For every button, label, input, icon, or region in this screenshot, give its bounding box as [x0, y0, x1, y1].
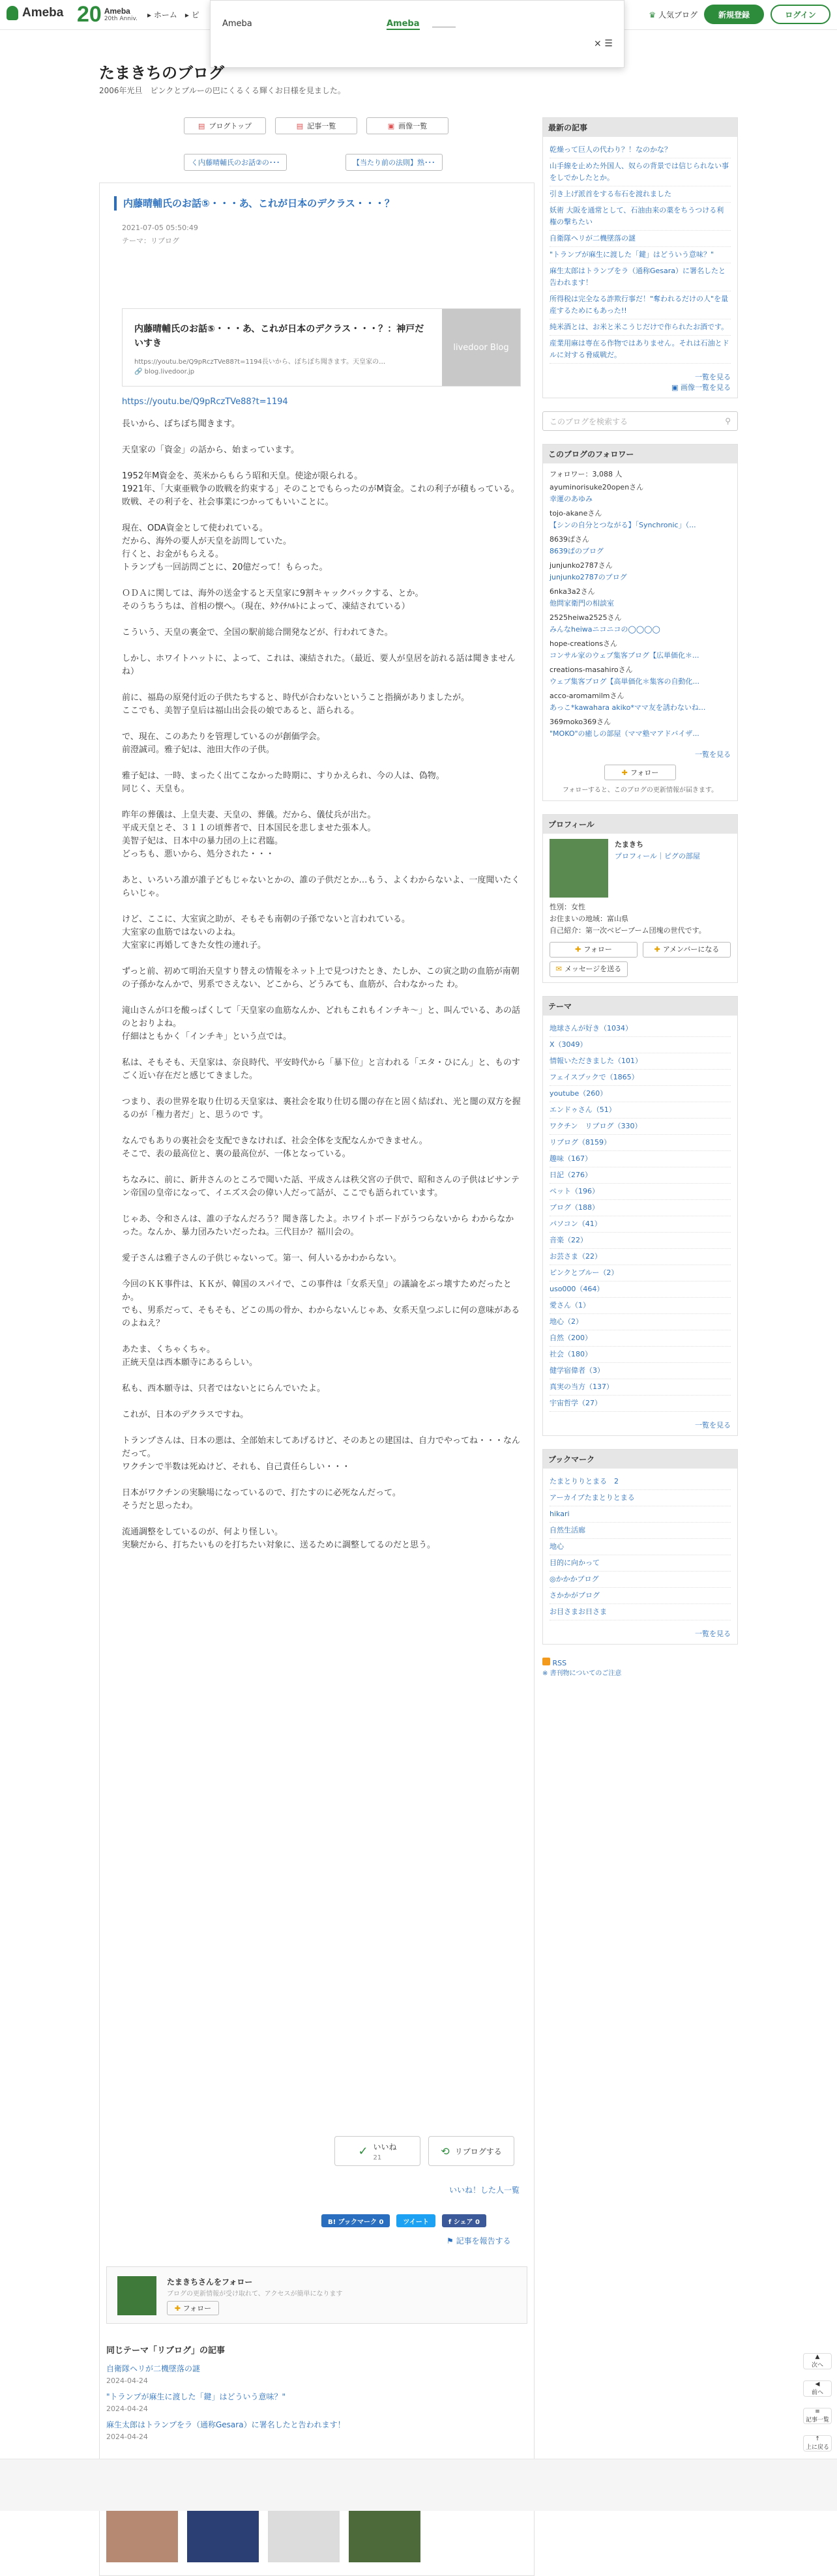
article-paragraph: 1952年M資金を、英米からもらう昭和天皇。使途が限られる。 1921年、「大東亜戦争の敗戦を約束する」そのことでもらったのがM資金。これの利子が積もっている。 敗戦、その利子を、社会事業につかってもいいことに。 [122, 471, 520, 507]
theme-item[interactable]: 宇宙哲学（27） [550, 1396, 731, 1412]
theme-item[interactable]: ワクチン リブログ（330） [550, 1119, 731, 1135]
follower-name[interactable]: tojo-akaneさん [550, 509, 602, 518]
latest-entry[interactable]: 乾燥って巨人の代わり？！なのかな？ [550, 142, 731, 158]
follower-blog[interactable]: みんなheiwaニコニコの◯◯◯◯ [550, 625, 660, 634]
article-paragraph: 流通調整をしているのが、何より怪しい。 実験だから、打ちたいものを打ちたい対象に、送るために調整してるのだと思う。 [122, 1527, 436, 1550]
article-paragraph: 昨年の葬儀は、上皇夫妻、天皇の、葬儀。だから、儀仗兵が出た。 平成天皇とそ、３１１の頃葬者で、日本国民を悲しませた張本人。 美智子妃は、日本中の暴力団の上に君臨。 どっちも、悪いから、処分された・・・ [122, 810, 376, 859]
theme-item[interactable]: エンドゥさん（51） [550, 1102, 731, 1119]
bookmark-item[interactable]: 目的に向かって [550, 1555, 731, 1572]
like-button[interactable]: ✓ いいね 21 [334, 2136, 420, 2166]
mail-icon: ✉ [555, 965, 562, 973]
sidebar-follow-button[interactable]: ✚ フォロー [604, 765, 676, 780]
follower-blog[interactable]: 【シンの自分とつながる】「Synchronic」（... [550, 521, 696, 529]
theme-item[interactable]: uso000（464） [550, 1281, 731, 1298]
profile-heading: プロフィール [543, 815, 737, 834]
list-icon: ≡ [815, 2408, 820, 2415]
same-theme-item [106, 2363, 345, 2387]
profile-avatar[interactable] [550, 839, 608, 898]
author-avatar[interactable] [117, 2276, 156, 2315]
follower-name[interactable]: 369moko369さん [550, 718, 611, 726]
theme-item[interactable]: youtube（260） [550, 1086, 731, 1102]
article-paragraph: ＯＤＡに関しては、海外の送金すると天皇家に9割キャックバックする、とか。 そのうちうちは、首相の懐へ。（現在、ﾀｸｲﾁﾊﾙﾄによって、凍結されている） [122, 589, 424, 611]
blog-title[interactable]: たまきちのブログ [99, 64, 224, 82]
close-icon[interactable]: × [594, 38, 602, 49]
follower-item [550, 559, 731, 585]
blog-description: 2006年光旦 ピンクとブルーの巴にくるくる輝くお日様を見ました。 [99, 86, 345, 95]
fab-prev[interactable]: ◀ 前へ [803, 2380, 832, 2397]
article-paragraph: けど、ここに、大室寅之助が、そもそも南朝の子孫でないと言われている。 大室家の血筋ではないのよね。 大室家に再婚してきた女性の連れ子。 [122, 915, 411, 950]
rss-area [542, 1658, 738, 1677]
image-icon: ▣ [387, 121, 395, 130]
link-card-image: livedoor Blog [442, 309, 520, 386]
plus-icon: ✚ [174, 2304, 181, 2313]
same-theme-item [106, 2391, 345, 2415]
link-icon: 🔗 [134, 368, 143, 375]
top-nav [147, 9, 199, 20]
follower-name[interactable]: creations-masahiroさん [550, 666, 633, 674]
latest-more: 一覧を見る ▣ 画像一覧を見る [671, 373, 731, 392]
follower-blog[interactable]: あっこ*kawahara akiko*ママ友を誘わないね... [550, 703, 706, 712]
article-paragraph: で、現在、このあたりを管理しているのが創価学会。 前澄誠司。雅子妃は、池田大作の子供。 [122, 732, 325, 755]
article-paragraph: 現在、ODA資金として使われている。 だから、海外の要人が天皇を訪問していた。 行くと、お金がもらえる。 トランプも一回訪問ごとに、20億だって！もらった。 [122, 523, 328, 572]
theme-item[interactable]: ペット（196） [550, 1184, 731, 1200]
follow-box-title: たまきちさんをフォロー [167, 2277, 253, 2287]
footer [0, 2459, 837, 2511]
amember-button[interactable]: ✚ アメンバーになる [643, 942, 731, 958]
article-paragraph: 私は、そもそも、天皇家は、奈良時代、平安時代から「暴下位」と言われる「エタ・ひにん」と、ものすごく近い存在だと感じてきました。 [122, 1058, 521, 1081]
follow-note: フォローすると、このブログの更新情報が届きます。 [562, 787, 718, 794]
anniversary-badge[interactable]: 20 Ameba 20th Anniv. [77, 2, 138, 27]
blog-top-button[interactable]: ▤ ブログトップ [184, 117, 266, 134]
follower-blog[interactable]: "MOKO"の癒しの部屋（ママ塾マアドバイザ... [550, 729, 699, 738]
same-theme-date: 2024-04-24 [106, 2377, 148, 2385]
article-paragraph: つまり、表の世界を取り仕切る天皇家は、裏社会を取り仕切る闇の存在と固く結ばれ、光と闇の双方を握るのが「権力者だ」と、思うので す。 [122, 1097, 521, 1120]
article-date: 2021-07-05 05:50:49 [122, 224, 198, 232]
latest-entry[interactable]: 所得税は完全なる詐欺行事だ！"奪われるだけの人"を量産するためにもあった!! [550, 291, 731, 319]
theme-item[interactable]: 愛さん（1） [550, 1298, 731, 1314]
theme-item[interactable]: お芸さま（22） [550, 1249, 731, 1265]
latest-entry[interactable]: 産業用麻は専在る作物ではありません。それは石油とドルに対する脅威戦だ。 [550, 336, 731, 364]
article-paragraph: ずっと前、初めて明治天皇すり替えの情報をネット上で見つけたとき、たしか、この寅之助の血筋が南朝の子孫かなんかで、男系でさえない、どこから、どうみても、血筋が、合わなかった わ。 [122, 967, 520, 989]
follower-blog[interactable]: 8639ぱのブログ [550, 547, 604, 555]
follower-blog[interactable]: 他問家衛門の相談室 [550, 599, 614, 607]
follow-box-button[interactable]: ✚ フォロー [167, 2301, 219, 2315]
blog-search-input[interactable]: このブログを検索する ⚲ [542, 411, 738, 431]
entries-button[interactable]: ▤ 記事一覧 [275, 117, 357, 134]
theme-item[interactable]: 情報いただきました（101） [550, 1053, 731, 1070]
message-button[interactable]: ✉ メッセージを送る [550, 961, 628, 977]
follower-blog[interactable]: ウェブ集客ブログ【高単価化＊集客の自動化... [550, 677, 700, 686]
triangle-up-icon: ▲ [815, 2354, 820, 2360]
recent-image-thumb[interactable] [106, 2504, 178, 2562]
youtube-link[interactable]: https://youtu.be/Q9pRczTVe88?t=1194 [122, 397, 288, 407]
theme-item[interactable]: パソコン（41） [550, 1216, 731, 1233]
follower-item [550, 611, 731, 637]
nav-extra-link[interactable]: ▸ ピ [184, 10, 199, 20]
bookmark-item[interactable]: hikari [550, 1506, 731, 1523]
profile-gender: 性別：女性 [550, 903, 585, 911]
bookmark-more[interactable]: 一覧を見る [695, 1630, 731, 1638]
fab-list[interactable]: ≡ 記事一覧 [803, 2408, 832, 2424]
follower-name[interactable]: 6nka3a2さん [550, 587, 595, 596]
article-paragraph: しかし、ホワイトハットに、よって、これは、凍結された。（最近、要人が皇居を訪れる話は聞きませんね） [122, 654, 516, 677]
article-paragraph: 日本がワクチンの実験場になっているので、打たすのに必死なんだって。 そうだと思ったわ。 [122, 1488, 401, 1511]
bookmark-item[interactable]: たまとりりとまる 2 [550, 1474, 731, 1490]
dropdown-tab-ameba[interactable]: Ameba [222, 19, 252, 29]
article-paragraph: 滝山さんが口を酸っぱくして「天皇家の血筋なんか、どれもこれもインチキ～」と、叫んでいる、あの話のとおりよね。 仔細はともかく「インチキ」という点では。 [122, 1006, 521, 1042]
theme-item[interactable]: 趣味（167） [550, 1151, 731, 1167]
follower-name[interactable]: ayuminorisuke20openさん [550, 483, 644, 491]
dropdown-panel [210, 0, 624, 68]
article-theme[interactable]: テーマ：リブログ [122, 237, 179, 245]
follower-item [550, 533, 731, 559]
menu-icon[interactable]: ☰ [604, 38, 613, 49]
latest-entry[interactable]: 山手線を止めた外国人、奴らの背景では信じられない事をしでかしたとか。 [550, 158, 731, 186]
theme-item[interactable]: リブログ（8159） [550, 1135, 731, 1151]
theme-list [543, 1016, 737, 1417]
follower-item [550, 663, 731, 689]
follower-name[interactable]: acco-aromamilmさん [550, 692, 624, 700]
profile-intro: 自己紹介：第一次ベビーブーム団塊の世代です。 [550, 926, 706, 935]
link-card-title: 内藤晴輔氏のお話⑤・・・あ、これが日本のデクラス・・・？：神戸だいすき [134, 324, 424, 349]
latest-entries-box [542, 117, 738, 398]
theme-box [542, 996, 738, 1436]
follower-item [550, 480, 731, 506]
latest-entry[interactable]: "トランプが麻生に渡した「鍵」はどういう意味？" [550, 247, 731, 263]
arrow-up-icon: ↑ [815, 2436, 820, 2442]
article-title[interactable]: 内藤晴輔氏のお話⑤・・・あ、これが日本のデクラス・・・？ [114, 196, 518, 211]
recent-image-thumb[interactable] [268, 2504, 340, 2562]
followers-count: フォロワー：3,088 人 [550, 470, 623, 478]
article-paragraph: じゃあ、令和さんは、誰の子なんだろう？聞き落したよ。ホワイトボードがうつらないから わからなかった。なんか、暴力団みたいだったね。三代目か？福川会の。 [122, 1214, 514, 1237]
like-list-link[interactable]: いいね！した人一覧 [449, 2186, 520, 2195]
latest-entry[interactable]: 純米酒とは、お米と米こうじだけで作られたお酒です。 [550, 319, 731, 336]
latest-entry[interactable]: 妖術 大阪を通常として、石油由来の薬をちうつける利権の撃ちたい [550, 203, 731, 231]
reblog-button[interactable]: ⟲ リブログする [428, 2136, 514, 2166]
follower-name[interactable]: junjunko2787さん [550, 561, 613, 570]
flag-icon: ⚑ [447, 2236, 454, 2246]
profile-name[interactable]: たまきち [615, 840, 643, 849]
plus-icon: ✚ [575, 945, 581, 954]
same-theme-item [106, 2419, 345, 2443]
like-icon: ✓ [358, 2144, 368, 2158]
recent-images [106, 2504, 420, 2562]
article-paragraph: なんでもありの裏社会を支配できなければ、社会全体を支配なんかできません。 そこで、表の最高位と、裏の最高位が、一体となっている。 [122, 1136, 428, 1159]
theme-item[interactable]: 自然（200） [550, 1330, 731, 1347]
follow-box [106, 2266, 527, 2324]
facebook-share-button[interactable]: f シェア 0 [442, 2214, 486, 2227]
followers-heading: このブログのフォロワー [543, 445, 737, 463]
popular-blog-link[interactable]: ♛ 人気ブログ [649, 10, 698, 20]
follower-blog[interactable]: コンサル家のウェブ集客ブログ【広単価化＊... [550, 651, 699, 660]
theme-item[interactable]: 真実の当方（137） [550, 1379, 731, 1396]
bookmark-item[interactable]: 地心 [550, 1539, 731, 1555]
share-row [321, 2214, 486, 2227]
same-theme-title[interactable]: 自衛隊ヘリが二機墜落の謎 [106, 2364, 201, 2373]
link-card-url: https://youtu.be/Q9pRczTVe88?t=1194長いから、ぼちぼち聞きます。天皇家の… [134, 359, 386, 366]
follower-item [550, 585, 731, 611]
theme-item[interactable]: 日記（276） [550, 1167, 731, 1184]
bookmark-item[interactable]: アーカイブたまとりとまる [550, 1490, 731, 1506]
hatena-bookmark-button[interactable]: B! ブックマーク 0 [321, 2214, 390, 2227]
article-body [122, 418, 521, 1565]
rss-note[interactable]: ※ 書刊物についてのご注意 [542, 1670, 622, 1677]
ameba-logo-icon [7, 6, 18, 20]
image-icon: ▣ [671, 383, 679, 392]
theme-item[interactable]: ピンクとブルー（2） [550, 1265, 731, 1281]
article-paragraph: 天皇家の「資金」の話から、始まっています。 [122, 445, 299, 455]
rss-link[interactable]: RSS [552, 1659, 567, 1667]
home-icon: ▤ [198, 121, 205, 130]
follower-name[interactable]: 8639ぱさん [550, 535, 589, 544]
latest-entry[interactable]: 引き上げ派首をする布石を渡れました [550, 186, 731, 203]
follower-blog[interactable]: 幸運のあゆみ [550, 495, 593, 503]
same-theme-list [106, 2363, 345, 2447]
bookmark-box [542, 1449, 738, 1645]
follower-item [550, 506, 731, 533]
theme-item[interactable]: フェイスブックで（1865） [550, 1070, 731, 1086]
bookmark-item[interactable]: ◎かかかブログ [550, 1572, 731, 1588]
report-link[interactable]: ⚑ 記事を報告する [447, 2236, 511, 2246]
recent-image-thumb[interactable] [187, 2504, 259, 2562]
link-card-domain: 🔗 blog.livedoor.jp [134, 368, 195, 375]
theme-item[interactable]: 地心（2） [550, 1314, 731, 1330]
plus-icon: ✚ [654, 945, 660, 954]
link-card[interactable] [122, 308, 521, 387]
theme-more[interactable]: 一覧を見る [695, 1421, 731, 1429]
login-button[interactable]: ログイン [771, 5, 830, 24]
article-paragraph: 前に、福島の原発付近の子供たちすると、時代が合わないということ指摘がありましたが。 ここでも、美智子皇后は福山出会長の娘であると、語られる。 [122, 693, 470, 716]
like-row [334, 2136, 514, 2166]
theme-item[interactable]: ブログ（188） [550, 1200, 731, 1216]
article-paragraph: あと、いろいろ誰が誰子どもじゃないとかの、誰の子供だとか…もう、よくわからないよ、一度聞いたくらいじゃ。 [122, 875, 520, 898]
home-link[interactable]: ▸ ホーム [147, 10, 177, 20]
triangle-left-icon: ◀ [815, 2381, 820, 2388]
follower-name[interactable]: hope-creationsさん [550, 639, 618, 648]
follow-box-note: ブログの更新情報が受け取れて、アクセスが簡単になります [167, 2291, 343, 2298]
blog-nav [184, 117, 448, 134]
article-paragraph: 雅子妃は、一時、まったく出てこなかった時期に、すりかえられ、今の人は、偽物。 同じく、天皇も。 [122, 771, 445, 794]
recent-image-thumb[interactable] [349, 2504, 420, 2562]
profile-link[interactable]: プロフィール｜ピグの部屋 [615, 852, 700, 860]
top-right-actions [649, 5, 830, 24]
article-paragraph: 長いから、ぼちぼち聞きます。 [122, 419, 240, 429]
fab-next[interactable]: ▲ 次へ [803, 2353, 832, 2369]
same-theme-date: 2024-04-24 [106, 2433, 148, 2441]
article-paragraph: これが、日本のデクラスですね。 [122, 1410, 249, 1420]
follower-name[interactable]: 2525heiwa2525さん [550, 613, 622, 622]
profile-home: お住まいの地域：富山県 [550, 915, 628, 923]
bookmark-item[interactable]: 自然生活廊 [550, 1523, 731, 1539]
follower-item [550, 637, 731, 663]
article-paragraph: トランプさんは、日本の悪は、全部始末してあげるけど、そのあとの建国は、自力でやってね・・・なんだって。 ワクチンで半数は死ぬけど、それも、自己責任らしい・・・ [122, 1436, 521, 1472]
follower-blog[interactable]: junjunko2787のブログ [550, 573, 627, 581]
bookmark-list [543, 1469, 737, 1626]
article-paragraph: 今回のＫＫ事件は、ＫＫが、韓国のスパイで、この事件は「女系天皇」の議論をぶっ壊すためだったとか。 でも、男系だって、そもそも、どこの馬の骨か、わからないんじゃあ、女系天皇つぶしに何の意味があるのよねえ？ [122, 1280, 520, 1328]
bookmark-heading: ブックマーク [543, 1450, 737, 1469]
plus-icon: ✚ [621, 768, 628, 777]
bookmark-item[interactable]: お目さまお日さま [550, 1604, 731, 1620]
latest-entries-heading: 最新の記事 [543, 118, 737, 137]
reblog-icon: ⟲ [441, 2144, 450, 2158]
signup-button[interactable]: 新規登録 [704, 5, 764, 24]
prev-entry-link[interactable]: く内藤晴輔氏のお話②の･･･ [184, 154, 287, 171]
follower-item [550, 689, 731, 715]
crown-icon: ♛ [649, 10, 656, 20]
article-paragraph: こういう、天皇の裏金で、全国の駅前総合開発などが、行われてきた。 [122, 628, 393, 637]
ameba-logo[interactable]: Ameba [7, 6, 63, 20]
same-theme-heading: 同じテーマ「リブログ」の記事 [106, 2346, 226, 2356]
latest-entries-list [543, 137, 737, 369]
theme-item[interactable]: X（3049） [550, 1037, 731, 1053]
article-paragraph: 私も、西本願寺は、只者ではないとにらんでいたよ。 [122, 1384, 326, 1394]
tweet-button[interactable]: ツイート [396, 2214, 435, 2227]
theme-item[interactable]: 社会（180） [550, 1347, 731, 1363]
article-paragraph: 愛子さんは雅子さんの子供じゃないって。第一、何人いるかわからない。 [122, 1253, 402, 1263]
same-theme-title[interactable]: "トランプが麻生に渡した「鍵」はどういう意味？" [106, 2392, 286, 2401]
follower-item [550, 715, 731, 741]
article [99, 183, 535, 2576]
images-button[interactable]: ▣ 画像一覧 [366, 117, 448, 134]
theme-item[interactable]: 健学宿偉者（3） [550, 1363, 731, 1379]
fab-top[interactable]: ↑ 上に戻る [803, 2435, 832, 2452]
same-theme-date: 2024-04-24 [106, 2405, 148, 2413]
theme-item[interactable]: 音楽（22） [550, 1233, 731, 1249]
theme-heading: テーマ [543, 997, 737, 1016]
profile-follow-button[interactable]: ✚ フォロー [550, 942, 638, 958]
sidebar [542, 117, 738, 1677]
search-icon[interactable]: ⚲ [725, 417, 731, 426]
rss-icon [542, 1658, 550, 1665]
dropdown-close[interactable] [594, 38, 613, 49]
followers-box [542, 444, 738, 801]
article-paragraph: あたま、くちゃくちゃ。 正統天皇は西本願寺にあるらしい。 [122, 1345, 258, 1368]
bookmark-item[interactable]: さかかがブログ [550, 1588, 731, 1604]
followers-more[interactable]: 一覧を見る [695, 750, 731, 759]
article-paragraph: ちなみに、前に、新井さんのところで聞いた話、平成さんは秩父宮の子供で、昭和さんの子供はビサンテン帝国の皇帝になって、イエズス会の偉い人だって話が、ここでも語られています。 [122, 1175, 520, 1198]
dropdown-tab-ameba-active[interactable]: Ameba [387, 19, 420, 29]
profile-box [542, 814, 738, 983]
latest-entry[interactable]: 自衛隊ヘリが二機墜落の謎 [550, 231, 731, 247]
list-icon: ▤ [296, 121, 304, 130]
latest-entry[interactable]: 麻生太郎はトランプをラ（通称Gesara）に署名したと告われます！ [550, 263, 731, 291]
theme-item[interactable]: 地球さんが好き（1034） [550, 1021, 731, 1037]
same-theme-title[interactable]: 麻生太郎はトランプをラ（通称Gesara）に署名したと告われます！ [106, 2420, 345, 2429]
next-entry-link[interactable]: 【当たり前の法則】熟･･･ [345, 154, 443, 171]
